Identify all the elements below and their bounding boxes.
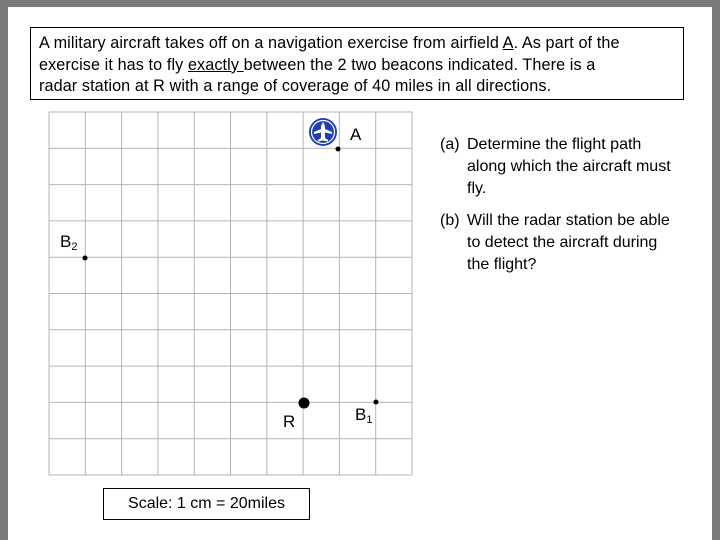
- airfield-a-point: [336, 147, 341, 152]
- label-r: R: [283, 412, 296, 431]
- problem-text-line1-end: . As part of the: [513, 34, 620, 52]
- question-a-text: Determine the flight path along which the aircraft must fly.: [467, 136, 671, 197]
- airfield-label-underlined: A: [502, 34, 514, 52]
- question-b: [440, 210, 680, 276]
- problem-text-line2-end: between the 2 two beacons indicated. There is a: [243, 55, 596, 74]
- exactly-underlined: exactly: [187, 55, 244, 74]
- label-a: A: [350, 125, 362, 144]
- question-a-number: (a): [440, 136, 460, 153]
- problem-text-line2: exercise it has to fly: [39, 55, 188, 74]
- scale-label: Scale: 1 cm = 20miles: [103, 488, 310, 520]
- question-b-number: (b): [440, 212, 460, 229]
- beacon-b1-point: [374, 400, 379, 405]
- radar-r-point: [299, 398, 310, 409]
- aircraft-icon: [309, 118, 337, 146]
- beacon-b2-point: [83, 256, 88, 261]
- label-b1: B1: [355, 405, 373, 426]
- question-a: [440, 134, 680, 200]
- problem-text-line3: radar station at R with a range of coverage of 40 miles in all directions.: [39, 77, 552, 95]
- questions: [440, 134, 680, 276]
- problem-text-line1: A military aircraft takes off on a navigation exercise from airfield: [39, 34, 503, 52]
- label-b2: B2: [60, 232, 78, 253]
- question-b-text: Will the radar station be able to detect the aircraft during the flight?: [467, 212, 670, 273]
